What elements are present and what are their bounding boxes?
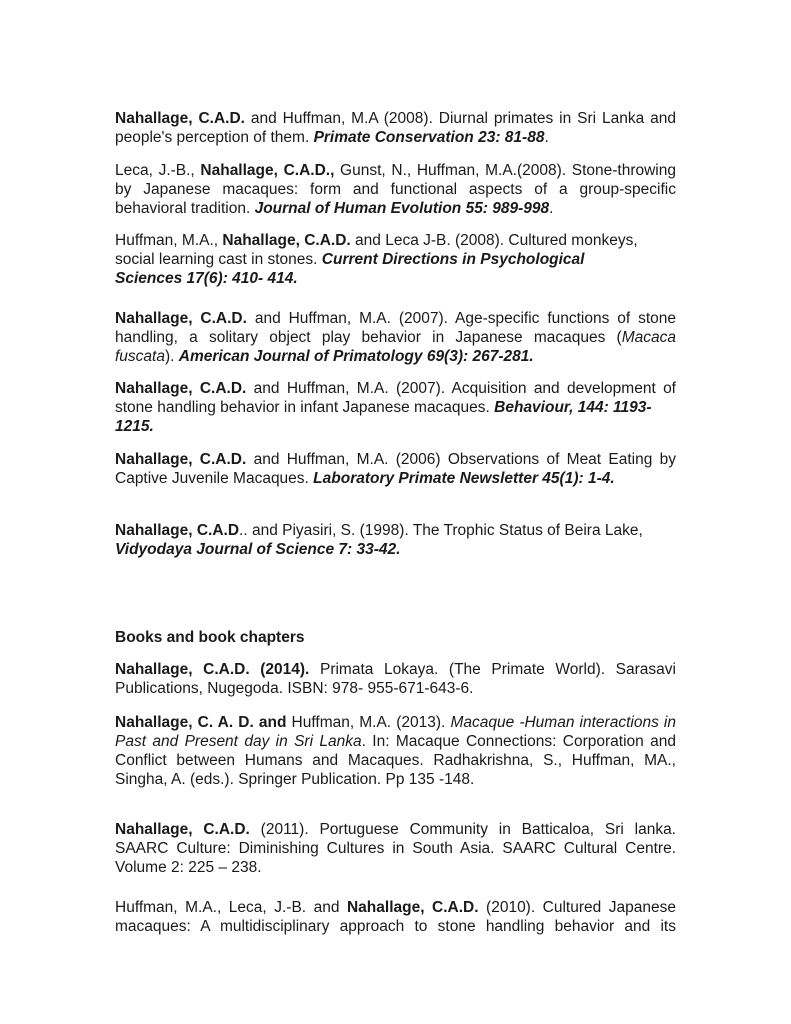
text-run: (2011). Portuguese Community in Batticaloa, Sri lanka. SAARC Culture: Diminishing Cultures in South Asia. SAARC Cultural Centre. Volume 2: 225 – 238. bbox=[115, 821, 676, 876]
text-run: .. and Piyasiri, S. (1998). The Trophic Status of Beira Lake, bbox=[239, 522, 643, 539]
text-run: and Huffman, M.A (2008). Diurnal primates in Sri Lanka and people's perception of them. bbox=[115, 110, 676, 146]
text-run: Nahallage, C.A.D. bbox=[115, 310, 247, 327]
text-run: Behaviour, 144: 1193- bbox=[494, 399, 652, 416]
text-run: Nahallage, C.A.D. (2014). bbox=[115, 661, 310, 678]
text-run: Nahallage, C.A.D. bbox=[115, 451, 247, 468]
text-run: Huffman, M.A., Leca, J.-B. and bbox=[115, 899, 347, 916]
text-run: Nahallage, C.A.D. bbox=[115, 110, 245, 127]
text-run: (2010). Cultured Japanese macaques: A multidisciplinary approach to stone handling behavior and its bbox=[115, 899, 676, 935]
text-run: . bbox=[544, 129, 549, 146]
reference-paragraph bbox=[115, 231, 676, 288]
text-run: and Leca J-B. (2008). Cultured monkeys, social learning cast in stones. bbox=[115, 232, 638, 268]
text-run: Journal of Human Evolution 55: 989-998 bbox=[254, 200, 550, 217]
text-run: Macaque -Human interactions in Past and Present day in Sri Lanka bbox=[115, 714, 676, 750]
reference-paragraph bbox=[115, 309, 676, 366]
text-run: American Journal of Primatology 69(3): 267-281. bbox=[178, 348, 534, 365]
text-run: . In: Macaque Connections: Corporation and Conflict between Humans and Macaques. Radhakrishna, S., Huffman, MA., Singha, A. (eds.). Springer Publication. Pp 135 -148. bbox=[115, 733, 676, 788]
reference-paragraph bbox=[115, 820, 676, 877]
text-run: Sciences 17(6): 410- 414. bbox=[115, 270, 298, 287]
text-run: Nahallage, C.A.D bbox=[115, 522, 240, 539]
text-run: Primata Lokaya. (The Primate World). Sarasavi Publications, Nugegoda. ISBN: 978- 955-671-643-6. bbox=[115, 661, 676, 697]
text-run: 1215. bbox=[115, 418, 154, 435]
text-run: . bbox=[549, 200, 554, 217]
text-run: Primate Conservation 23: 81-88 bbox=[313, 129, 545, 146]
text-run: ). bbox=[164, 348, 179, 365]
reference-paragraph bbox=[115, 713, 676, 789]
text-run: Huffman, M.A., bbox=[115, 232, 223, 249]
text-run: and Huffman, M.A. (2006) Observations of Meat Eating by Captive Juvenile Macaques. bbox=[115, 451, 676, 487]
reference-paragraph bbox=[115, 109, 676, 147]
text-run: Nahallage, C.A.D., bbox=[200, 162, 335, 179]
text-run: Huffman, M.A. (2013). bbox=[286, 714, 451, 731]
reference-paragraph bbox=[115, 379, 676, 436]
text-run: Vidyodaya Journal of Science 7: 33-42. bbox=[115, 541, 401, 558]
text-run: Nahallage, C.A.D. bbox=[346, 899, 479, 916]
text-run: Nahallage, C. A. D. and bbox=[115, 714, 287, 731]
text-run: Nahallage, C.A.D. bbox=[115, 380, 247, 397]
text-run: Books and book chapters bbox=[115, 629, 305, 646]
reference-paragraph bbox=[115, 521, 676, 559]
text-run: Current Directions in Psychological bbox=[321, 251, 585, 268]
text-run: Gunst, N., Huffman, M.A.(2008). Stone-throwing by Japanese macaques: form and functional aspects of a group-specific behavioral tradition. bbox=[115, 162, 676, 217]
text-run: Leca, J.-B., bbox=[115, 162, 201, 179]
reference-paragraph bbox=[115, 660, 676, 698]
text-run: Nahallage, C.A.D. bbox=[115, 821, 250, 838]
text-run: and Huffman, M.A. (2007). Age-specific functions of stone handling, a solitary object play behavior in Japanese macaques ( bbox=[115, 310, 677, 346]
text-run: Laboratory Primate Newsletter 45(1): 1-4. bbox=[313, 470, 615, 487]
text-run: Nahallage, C.A.D. bbox=[222, 232, 351, 249]
reference-paragraph bbox=[115, 450, 676, 488]
section-heading bbox=[115, 628, 676, 647]
reference-paragraph bbox=[115, 161, 676, 218]
reference-paragraph bbox=[115, 898, 676, 936]
text-run: Macaca fuscata bbox=[115, 329, 676, 365]
text-run: and Huffman, M.A. (2007). Acquisition and development of stone handling behavior in infant Japanese macaques. bbox=[115, 380, 676, 416]
document-body bbox=[115, 109, 676, 936]
